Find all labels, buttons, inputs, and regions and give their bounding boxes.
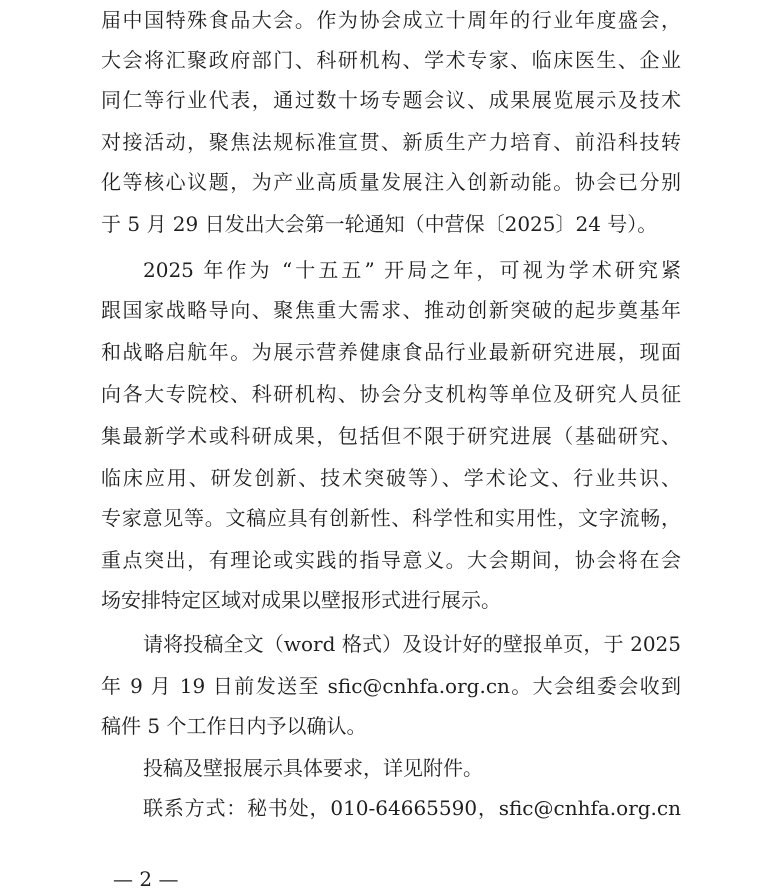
paragraph-1-line-1: 届中国特殊食品大会。作为协会成立十周年的行业年度盛会， — [101, 8, 681, 32]
paragraph-2-line-2: 跟国家战略导向、聚焦重大需求、推动创新突破的起步奠基年 — [101, 298, 681, 322]
paragraph-2-line-4: 向各大专院校、科研机构、协会分支机构等单位及研究人员征 — [101, 382, 681, 406]
paragraph-3-line-2: 年 9 月 19 日前发送至 sfic@cnhfa.org.cn。大会组委会收到 — [101, 674, 681, 698]
paragraph-1-line-4: 对接活动，聚焦法规标准宣贯、新质生产力培育、前沿科技转 — [101, 130, 681, 154]
contact-line: 联系方式：秘书处，010-64665590，sfic@cnhfa.org.cn — [143, 796, 681, 820]
paragraph-1-line-2: 大会将汇聚政府部门、科研机构、学术专家、临床医生、企业 — [101, 48, 681, 72]
paragraph-3-line-1: 请将投稿全文（word 格式）及设计好的壁报单页，于 2025 — [143, 632, 681, 656]
paragraph-2-line-5: 集最新学术或科研成果，包括但不限于研究进展（基础研究、 — [101, 424, 681, 448]
paragraph-2-line-9: 场安排特定区域对成果以壁报形式进行展示。 — [101, 588, 501, 612]
paragraph-2-line-7: 专家意见等。文稿应具有创新性、科学性和实用性，文字流畅， — [101, 506, 681, 530]
paragraph-1-line-5: 化等核心议题，为产业高质量发展注入创新动能。协会已分别 — [101, 170, 681, 194]
paragraph-1-line-3: 同仁等行业代表，通过数十场专题会议、成果展览展示及技术 — [101, 88, 681, 112]
paragraph-2-line-1: 2025 年作为 “十五五” 开局之年，可视为学术研究紧 — [143, 258, 681, 282]
paragraph-1-line-6: 于 5 月 29 日发出大会第一轮通知（中营保〔2025〕24 号）。 — [101, 212, 658, 236]
paragraph-2-line-6: 临床应用、研发创新、技术突破等）、学术论文、行业共识、 — [101, 466, 681, 490]
page-number: — 2 — — [113, 867, 179, 891]
paragraph-2-line-3: 和战略启航年。为展示营养健康食品行业最新研究进展，现面 — [101, 340, 681, 364]
paragraph-2-line-8: 重点突出，有理论或实践的指导意义。大会期间，协会将在会 — [101, 548, 681, 572]
paragraph-3-line-3: 稿件 5 个工作日内予以确认。 — [101, 714, 367, 738]
paragraph-4-line-1: 投稿及壁报展示具体要求，详见附件。 — [143, 756, 483, 780]
